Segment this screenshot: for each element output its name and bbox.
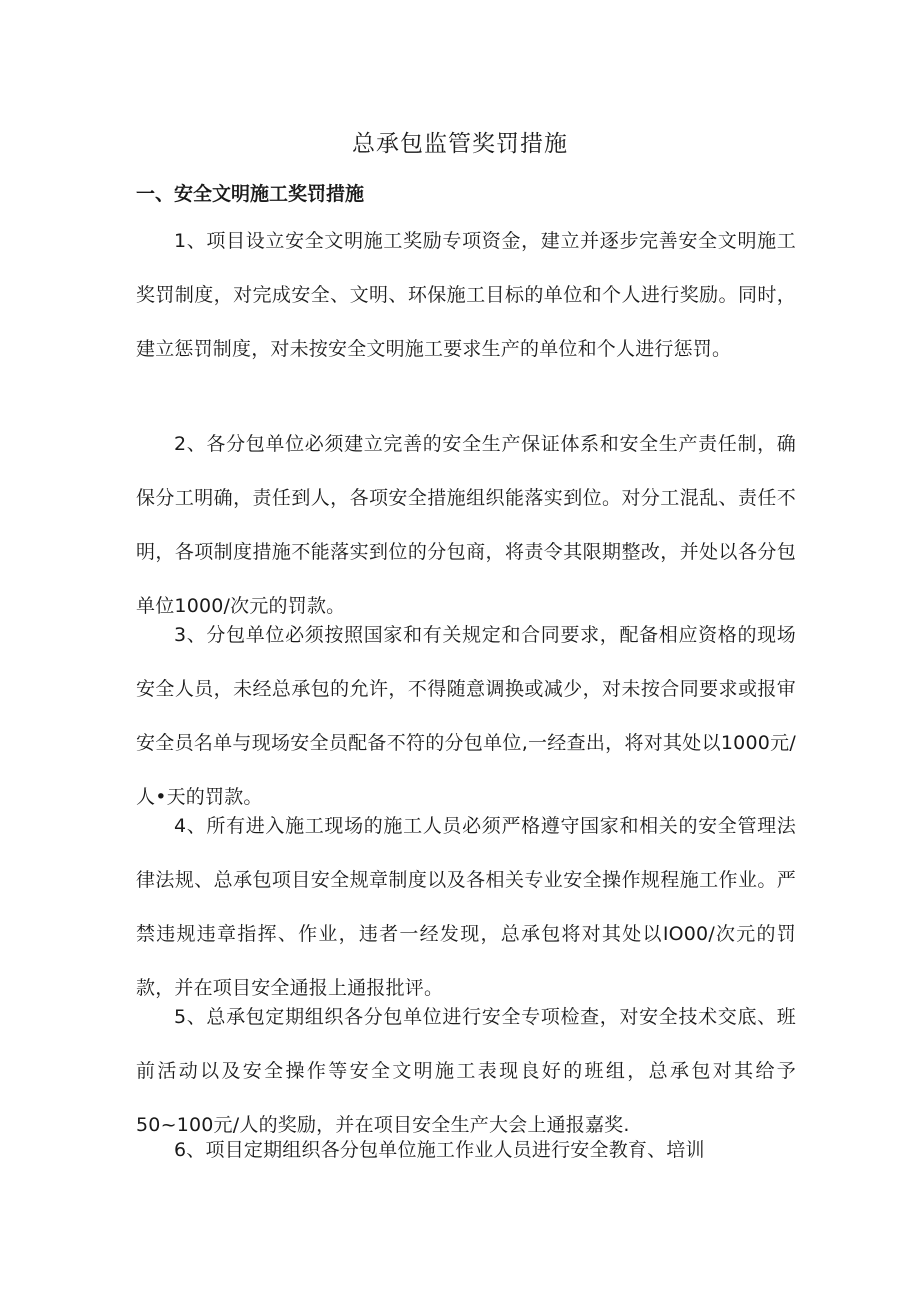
paragraph-3: 3、分包单位必须按照国家和有关规定和合同要求，配备相应资格的现场安全人员，未经总承包的允许，不得随意调换或减少，对未按合同要求或报审安全员名单与现场安全员配备不符的分包单位,一经查出，将对其处以1000元/人•天的罚款。	[136, 624, 796, 808]
paragraph-4: 4、所有进入施工现场的施工人员必须严格遵守国家和相关的安全管理法律法规、总承包项目安全规章制度以及各相关专业安全操作规程施工作业。严禁违规违章指挥、作业，违者一经发现，总承包将对其处以IO00/次元的罚款，并在项目安全通报上通报批评。	[136, 815, 796, 999]
paragraph-5: 5、总承包定期组织各分包单位进行安全专项检查，对安全技术交底、班前活动以及安全操作等安全文明施工表现良好的班组，总承包对其给予50~100元/人的奖励，并在项目安全生产大会上通报嘉奖.	[136, 1006, 796, 1136]
paragraph-2: 2、各分包单位必须建立完善的安全生产保证体系和安全生产责任制，确保分工明确，责任到人，各项安全措施组织能落实到位。对分工混乱、责任不明，各项制度措施不能落实到位的分包商，将责令其限期整改，并处以各分包单位1000/次元的罚款。	[136, 433, 796, 617]
paragraph-1: 1、项目设立安全文明施工奖励专项资金，建立并逐步完善安全文明施工奖罚制度，对完成安全、文明、环保施工目标的单位和个人进行奖励。同时，建立惩罚制度，对未按安全文明施工要求生产的单位和个人进行惩罚。	[136, 230, 796, 360]
document-title: 总承包监管奖罚措施	[352, 131, 568, 157]
section-heading: 一、安全文明施工奖罚措施	[136, 183, 365, 205]
paragraph-6: 6、项目定期组织各分包单位施工作业人员进行安全教育、培训	[174, 1139, 705, 1161]
